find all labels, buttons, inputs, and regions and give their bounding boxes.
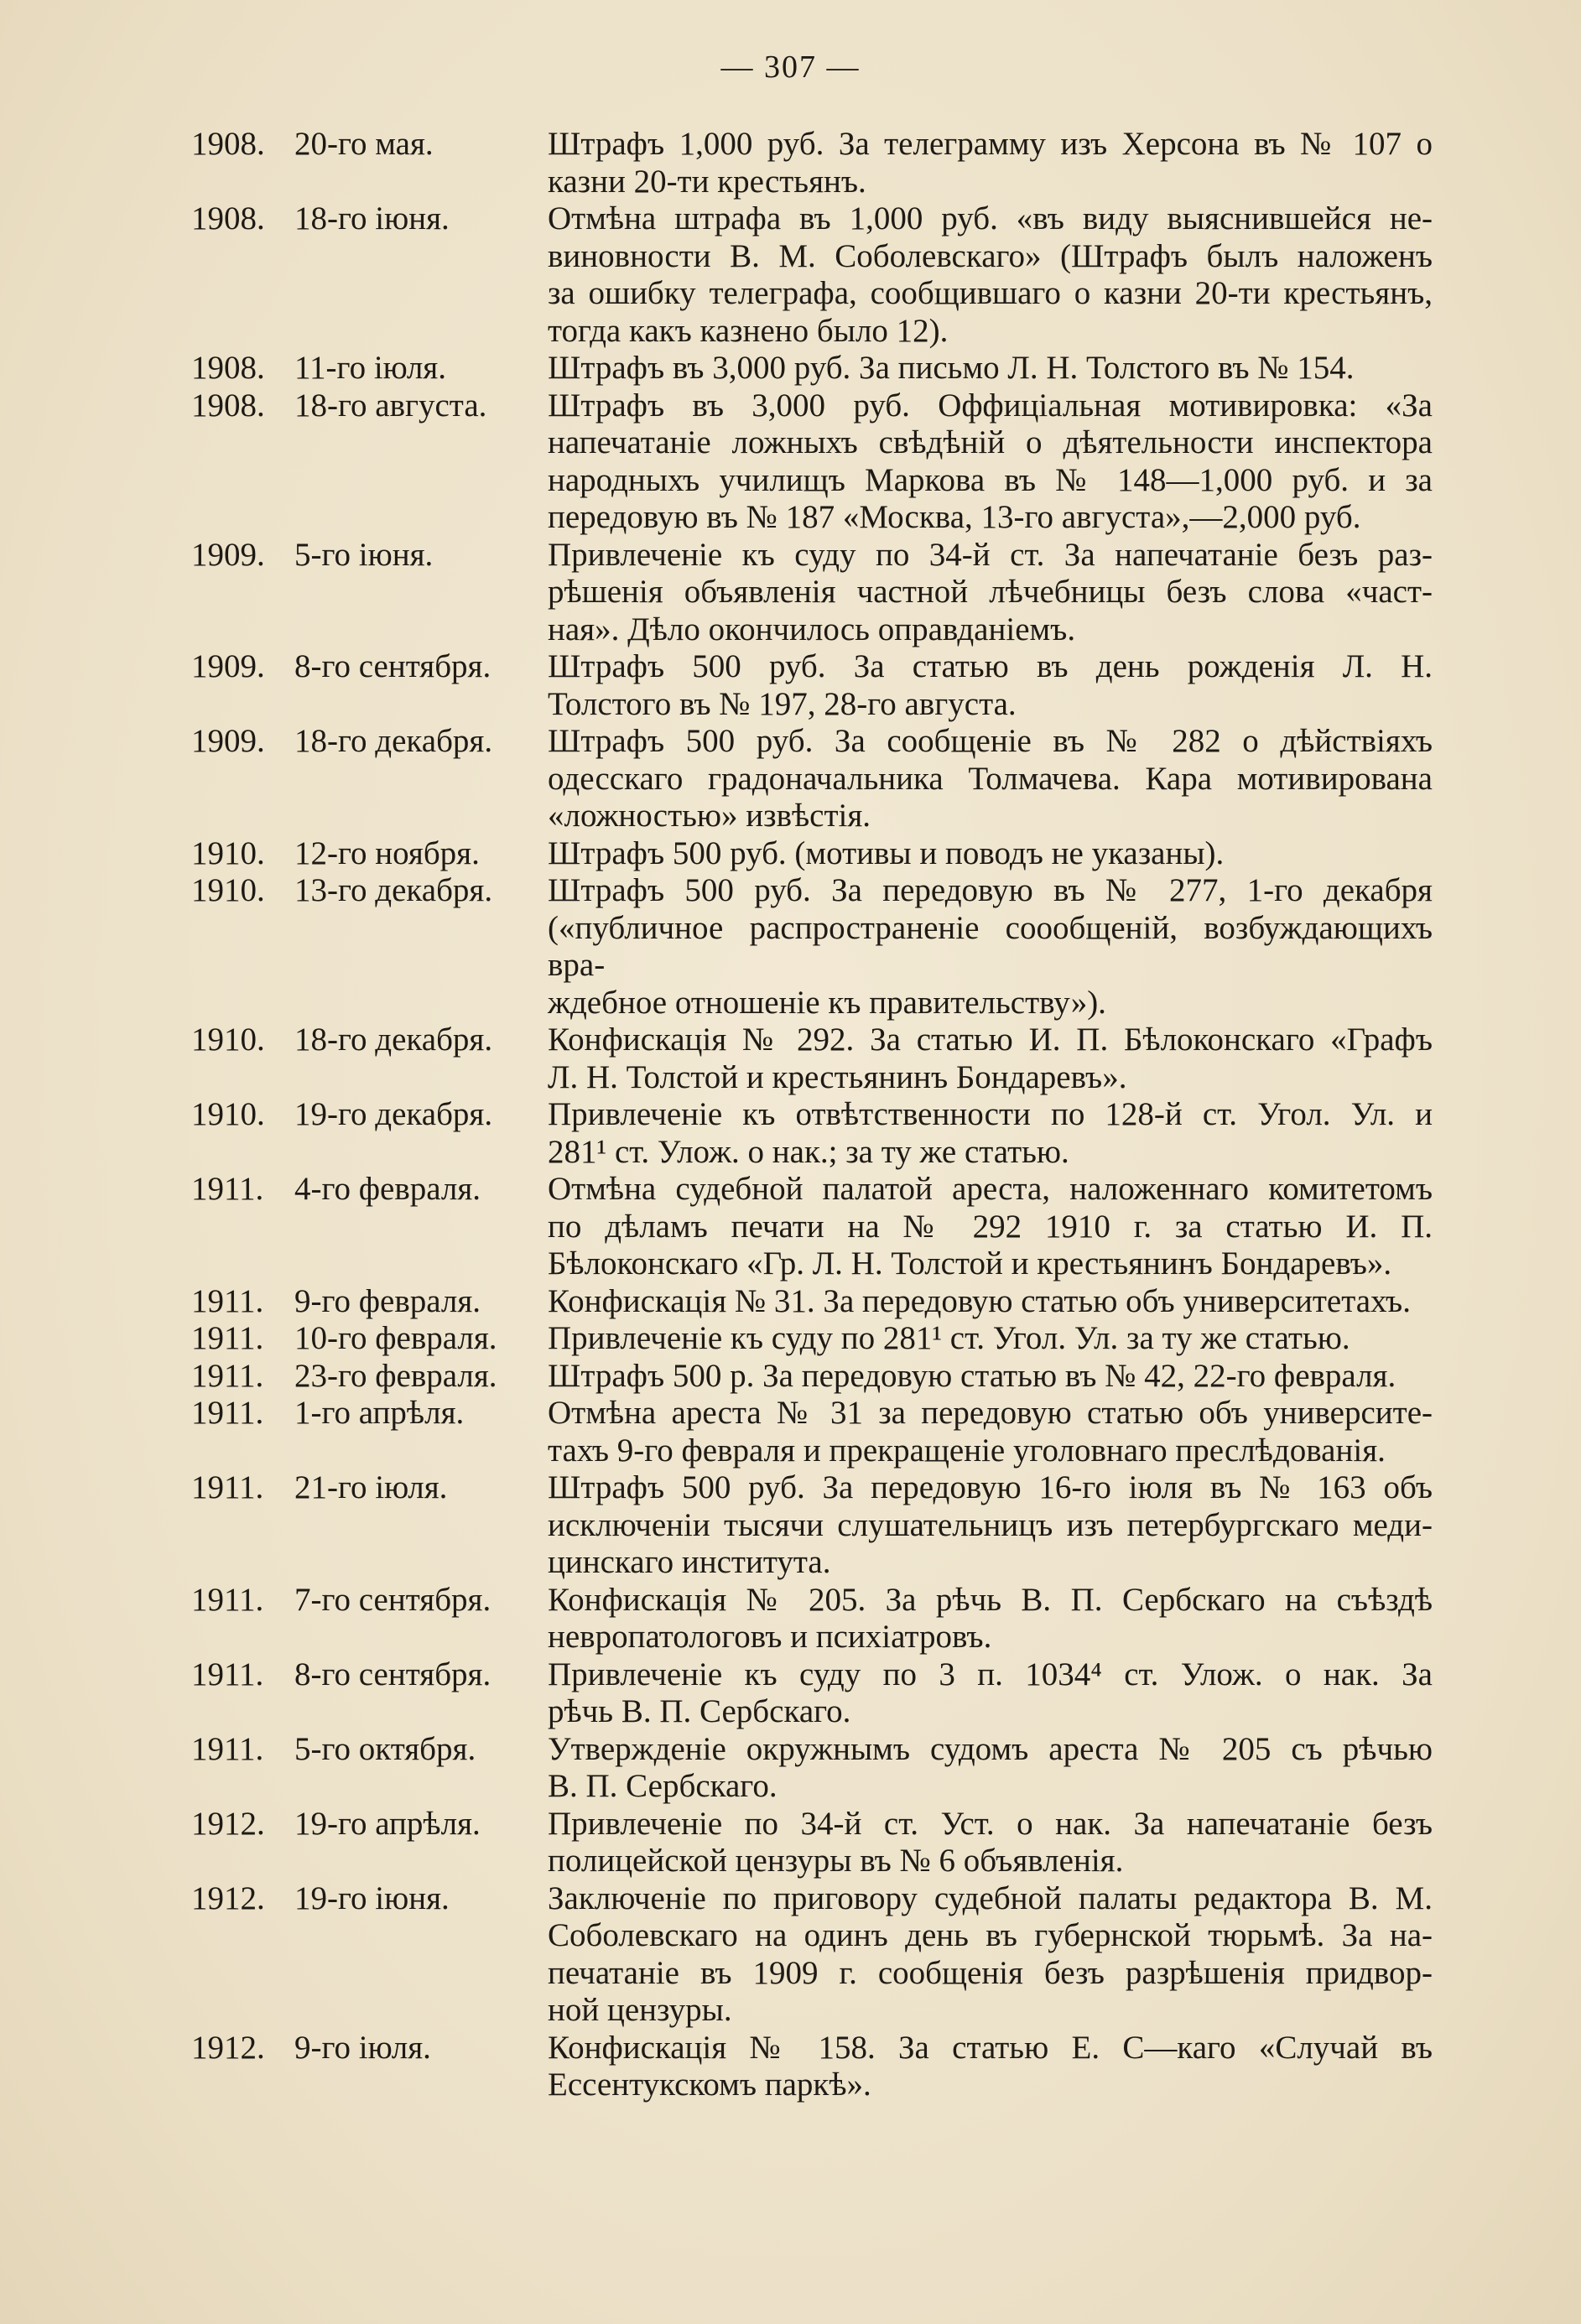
entry-year: 1909. bbox=[191, 536, 265, 573]
entry-text-line: Штрафъ 500 руб. За статью въ день рожденія Л. Н. bbox=[548, 648, 1433, 684]
entry-text-line: ная». Дѣло окончилось оправданіемъ. bbox=[548, 611, 1076, 647]
entry-text-line: Отмѣна судебной палатой ареста, наложеннаго комитетомъ bbox=[548, 1171, 1433, 1207]
entry-row bbox=[191, 126, 1433, 200]
entry-date: 21-го іюля. bbox=[294, 1469, 448, 1505]
entry-year: 1910. bbox=[191, 1022, 265, 1058]
entry-text-line: В. П. Сербскаго. bbox=[548, 1768, 777, 1804]
entry-text-line: Привлеченіе къ суду по 3 п. 1034⁴ ст. Улож. о нак. За bbox=[548, 1656, 1433, 1692]
entry-text bbox=[548, 537, 1433, 649]
entry-year: 1910. bbox=[191, 834, 265, 871]
entry-text-line: Бѣлоконскаго «Гр. Л. Н. Толстой и крестьянинъ Бондаревъ». bbox=[548, 1245, 1392, 1282]
entry-text-line: Штрафъ 500 руб. За передовую въ № 277, 1-го декабря bbox=[548, 872, 1433, 908]
entry-text-line: Соболевскаго на одинъ день въ губернской тюрьмѣ. За на- bbox=[548, 1917, 1433, 1953]
entry-text-line: Конфискація № 292. За статью И. П. Бѣлоконскаго «Графъ bbox=[548, 1022, 1433, 1058]
entry-date: 20-го мая. bbox=[294, 126, 434, 162]
entry-text-line: Штрафъ 500 руб. (мотивы и поводъ не указаны). bbox=[548, 834, 1225, 871]
entry-text-line: Отмѣна ареста № 31 за передовую статью объ университе- bbox=[548, 1395, 1433, 1431]
entry-text bbox=[548, 1582, 1433, 1656]
entry-text-line: полицейской цензуры въ № 6 объявленія. bbox=[548, 1843, 1124, 1879]
entry-text bbox=[548, 1320, 1433, 1358]
entry-text bbox=[548, 872, 1433, 1022]
entry-text-line: исключеніи тысячи слушательницъ изъ петербургскаго меди- bbox=[548, 1506, 1433, 1543]
entry-row bbox=[191, 1656, 1433, 1731]
entry-row bbox=[191, 1395, 1433, 1469]
entry-text bbox=[548, 1096, 1433, 1171]
entry-row bbox=[191, 350, 1433, 387]
entry-date: 18-го декабря. bbox=[294, 723, 493, 759]
entry-text-line: Привлеченіе къ суду по 281¹ ст. Угол. Ул. за ту же статью. bbox=[548, 1320, 1350, 1356]
entry-text-line: Л. Н. Толстой и крестьянинъ Бондаревъ». bbox=[548, 1058, 1127, 1095]
entry-text-line: Штрафъ въ 3,000 руб. За письмо Л. Н. Толстого въ № 154. bbox=[548, 350, 1355, 386]
entry-date: 10-го февраля. bbox=[294, 1320, 497, 1356]
entry-text-line: Ессентукскомъ паркѣ». bbox=[548, 2067, 871, 2103]
entry-year: 1910. bbox=[191, 872, 265, 908]
entry-row bbox=[191, 1171, 1433, 1283]
entry-date: 18-го декабря. bbox=[294, 1022, 493, 1058]
entry-text-line: Привлеченіе по 34-й ст. Уст. о нак. За напечатаніе безъ bbox=[548, 1805, 1433, 1842]
entry-text bbox=[548, 1283, 1433, 1321]
entry-row bbox=[191, 1283, 1433, 1321]
entry-date: 9-го февраля. bbox=[294, 1282, 481, 1319]
entry-date: 13-го декабря. bbox=[294, 872, 493, 908]
entry-text bbox=[548, 1731, 1433, 1806]
entry-text bbox=[548, 1395, 1433, 1469]
entry-year: 1911. bbox=[191, 1357, 264, 1394]
entry-text bbox=[548, 723, 1433, 835]
entry-year: 1909. bbox=[191, 723, 265, 759]
entry-text bbox=[548, 1171, 1433, 1283]
entry-row bbox=[191, 1320, 1433, 1358]
entry-row bbox=[191, 1582, 1433, 1656]
entry-date: 7-го сентября. bbox=[294, 1581, 491, 1618]
entry-row bbox=[191, 537, 1433, 649]
entry-text-line: виновности В. М. Соболевскаго» (Штрафъ былъ наложенъ bbox=[548, 237, 1433, 274]
entry-text-line: Конфискація № 158. За статью Е. С—каго «Случай въ bbox=[548, 2029, 1433, 2066]
entry-text-line: Штрафъ 500 руб. За передовую 16-го іюля въ № 163 объ bbox=[548, 1469, 1433, 1505]
entry-text bbox=[548, 1806, 1433, 1880]
entry-row bbox=[191, 1022, 1433, 1096]
entry-text-line: народныхъ училищъ Маркова въ № 148—1,000 руб. и за bbox=[548, 461, 1433, 498]
entry-text-line: Заключеніе по приговору судебной палаты редактора В. М. bbox=[548, 1879, 1433, 1916]
entry-date: 4-го февраля. bbox=[294, 1171, 481, 1207]
entry-date: 8-го сентября. bbox=[294, 648, 491, 684]
entry-year: 1911. bbox=[191, 1730, 264, 1767]
entry-text bbox=[548, 1469, 1433, 1582]
entry-year: 1911. bbox=[191, 1581, 264, 1618]
entry-row bbox=[191, 723, 1433, 835]
entry-text-line: невропатологовъ и психіатровъ. bbox=[548, 1619, 992, 1655]
entry-date: 19-го апрѣля. bbox=[294, 1805, 481, 1842]
entry-row bbox=[191, 1358, 1433, 1396]
entry-row bbox=[191, 387, 1433, 537]
entry-text-line: Штрафъ 1,000 руб. За телеграмму изъ Херсона въ № 107 о bbox=[548, 126, 1433, 162]
entry-year: 1908. bbox=[191, 350, 265, 386]
entry-text bbox=[548, 350, 1433, 387]
entry-year: 1911. bbox=[191, 1282, 264, 1319]
entry-year: 1908. bbox=[191, 126, 265, 162]
page-number: — 307 — bbox=[720, 49, 861, 85]
entry-text-line: передовую въ № 187 «Москва, 13-го августа»,—2,000 руб. bbox=[548, 499, 1361, 535]
entry-row bbox=[191, 648, 1433, 723]
entry-row bbox=[191, 1469, 1433, 1582]
entry-text bbox=[548, 387, 1433, 537]
entry-date: 19-го іюня. bbox=[294, 1879, 450, 1916]
entry-year: 1912. bbox=[191, 1879, 265, 1916]
entry-text bbox=[548, 1022, 1433, 1096]
entry-text bbox=[548, 200, 1433, 350]
entry-text-line: Штрафъ въ 3,000 руб. Оффиціальная мотивировка: «За bbox=[548, 387, 1433, 424]
entry-year: 1912. bbox=[191, 2029, 265, 2066]
entry-text-line: («публичное распространеніе соообщеній, возбуждающихъ вра- bbox=[548, 909, 1433, 983]
entry-text bbox=[548, 1656, 1433, 1731]
entry-text-line: тахъ 9-го февраля и прекращеніе уголовнаго преслѣдованія. bbox=[548, 1432, 1386, 1469]
entry-date: 1-го апрѣля. bbox=[294, 1395, 465, 1431]
entry-text-line: Привлеченіе къ суду по 34-й ст. За напечатаніе безъ раз- bbox=[548, 536, 1433, 573]
entry-year: 1911. bbox=[191, 1469, 264, 1505]
entry-text-line: напечатаніе ложныхъ свѣдѣній о дѣятельности инспектора bbox=[548, 424, 1433, 460]
entry-text-line: Штрафъ 500 р. За передовую статью въ № 42, 22-го февраля. bbox=[548, 1357, 1396, 1394]
entry-text bbox=[548, 2030, 1433, 2104]
entry-year: 1911. bbox=[191, 1656, 264, 1692]
entry-year: 1911. bbox=[191, 1171, 264, 1207]
entry-row bbox=[191, 200, 1433, 350]
entry-text-line: одесскаго градоначальника Толмачева. Кара мотивирована bbox=[548, 760, 1433, 797]
entry-text bbox=[548, 1880, 1433, 2030]
entry-text-line: за ошибку телеграфа, сообщившаго о казни 20-ти крестьянъ, bbox=[548, 275, 1433, 311]
entry-text-line: печатаніе въ 1909 г. сообщенія безъ разрѣшенія придвор- bbox=[548, 1954, 1433, 1991]
entry-date: 18-го іюня. bbox=[294, 200, 450, 237]
entry-text-line: «ложностью» извѣстія. bbox=[548, 798, 871, 834]
entry-text bbox=[548, 126, 1433, 200]
entry-text-line: Штрафъ 500 руб. За сообщеніе въ № 282 о дѣйствіяхъ bbox=[548, 723, 1433, 759]
entry-text-line: Отмѣна штрафа въ 1,000 руб. «въ виду выяснившейся не- bbox=[548, 200, 1433, 237]
entry-text bbox=[548, 648, 1433, 723]
entry-date: 8-го сентября. bbox=[294, 1656, 491, 1692]
entry-text-line: тогда какъ казнено было 12). bbox=[548, 312, 949, 349]
entry-text-line: Привлеченіе къ отвѣтственности по 128-й ст. Угол. Ул. и bbox=[548, 1096, 1433, 1132]
entry-year: 1912. bbox=[191, 1805, 265, 1842]
chronicle-list bbox=[191, 126, 1433, 2104]
entry-row bbox=[191, 1731, 1433, 1806]
entry-date: 5-го іюня. bbox=[294, 536, 434, 573]
entry-row bbox=[191, 1806, 1433, 1880]
entry-year: 1911. bbox=[191, 1395, 264, 1431]
entry-text-line: рѣчь В. П. Сербскаго. bbox=[548, 1693, 851, 1729]
entry-date: 18-го августа. bbox=[294, 387, 487, 424]
entry-year: 1908. bbox=[191, 387, 265, 424]
entry-year: 1909. bbox=[191, 648, 265, 684]
entry-year: 1908. bbox=[191, 200, 265, 237]
entry-text-line: Утвержденіе окружнымъ судомъ ареста № 205 съ рѣчью bbox=[548, 1730, 1433, 1767]
entry-text-line: Конфискація № 205. За рѣчь В. П. Сербскаго на съѣздѣ bbox=[548, 1581, 1433, 1618]
entry-text-line: казни 20-ти крестьянъ. bbox=[548, 163, 866, 200]
entry-year: 1911. bbox=[191, 1320, 264, 1356]
entry-text-line: рѣшенія объявленія частной лѣчебницы безъ слова «част- bbox=[548, 574, 1433, 610]
entry-text-line: 281¹ ст. Улож. о нак.; за ту же статью. bbox=[548, 1133, 1069, 1170]
entry-text-line: ждебное отношеніе къ правительству»). bbox=[548, 984, 1106, 1021]
entry-row bbox=[191, 1096, 1433, 1171]
entry-row bbox=[191, 1880, 1433, 2030]
entry-date: 11-го іюля. bbox=[294, 350, 446, 386]
entry-row bbox=[191, 872, 1433, 1022]
entry-date: 12-го ноября. bbox=[294, 834, 480, 871]
entry-text bbox=[548, 1358, 1433, 1396]
entry-row bbox=[191, 2030, 1433, 2104]
entry-text-line: Конфискація № 31. За передовую статью объ университетахъ. bbox=[548, 1282, 1411, 1319]
entry-date: 19-го декабря. bbox=[294, 1096, 493, 1132]
entry-text-line: по дѣламъ печати на № 292 1910 г. за статью И. П. bbox=[548, 1208, 1433, 1245]
entry-year: 1910. bbox=[191, 1096, 265, 1132]
entry-date: 9-го іюля. bbox=[294, 2029, 431, 2066]
entry-row bbox=[191, 835, 1433, 873]
entry-date: 23-го февраля. bbox=[294, 1357, 497, 1394]
entry-text-line: цинскаго института. bbox=[548, 1544, 831, 1580]
entry-text bbox=[548, 835, 1433, 873]
entry-text-line: Толстого въ № 197, 28-го августа. bbox=[548, 685, 1017, 722]
entry-text-line: ной цензуры. bbox=[548, 1992, 732, 2028]
entry-date: 5-го октября. bbox=[294, 1730, 476, 1767]
